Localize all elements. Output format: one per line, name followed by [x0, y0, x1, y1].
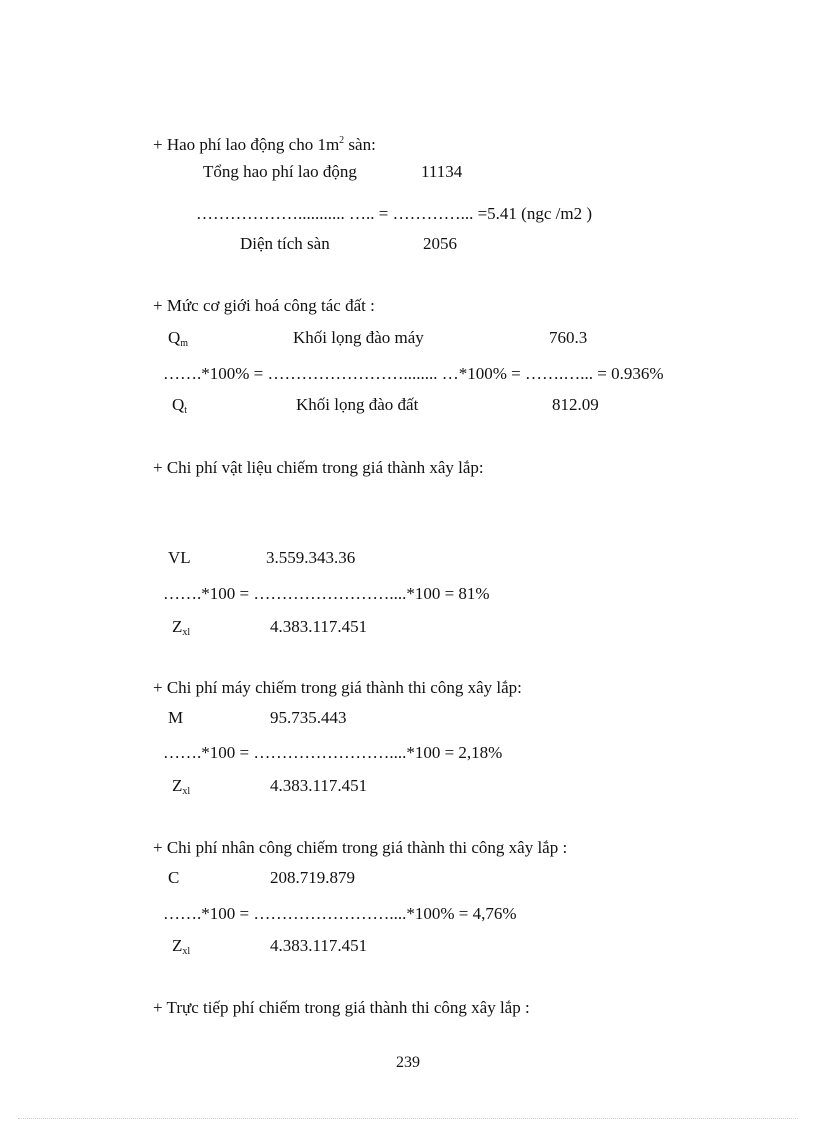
numerator-symbol: VL: [168, 548, 191, 567]
denominator-label: Khối lọng đào đất: [296, 395, 419, 414]
denominator-symbol: $Z_{xl}$: [172, 617, 191, 638]
equation-line: ………………........... ….. = …………... =5.41 (ngc /m2 ): [196, 204, 592, 223]
heading-text: + Hao phí lao động cho 1m: [153, 135, 340, 154]
equation-line: …….*100 = ……………………....*100% = 4,76%: [163, 904, 517, 923]
denominator-value: 4.383.117.451: [270, 776, 368, 795]
numerator-symbol: $Q_m$: [168, 328, 189, 349]
numerator-label: Tổng hao phí lao động: [203, 162, 357, 181]
numerator-value: 95.735.443: [270, 708, 347, 727]
denominator-label: Diện tích sàn: [240, 234, 330, 253]
denominator-value: 812.09: [552, 395, 599, 414]
numerator-label: Khối lọng đào máy: [293, 328, 424, 347]
denominator-symbol: $Q_t$: [172, 395, 188, 416]
section-heading-labor-cost: + Chi phí nhân công chiếm trong giá thành thi công xây lắp :: [153, 838, 568, 857]
numerator-value: 208.719.879: [270, 868, 355, 887]
numerator-symbol: M: [168, 708, 184, 727]
page-edge-divider: [18, 1118, 798, 1119]
numerator-value: 11134: [421, 162, 463, 181]
section-heading-machine-cost: + Chi phí máy chiếm trong giá thành thi công xây lắp:: [153, 678, 522, 697]
denominator-value: 4.383.117.451: [270, 936, 368, 955]
denominator-value: 2056: [423, 234, 457, 253]
denominator-value: 4.383.117.451: [270, 617, 368, 636]
numerator-value: 3.559.343.36: [266, 548, 356, 567]
numerator-value: 760.3: [549, 328, 588, 347]
denominator-symbol: $Z_{xl}$: [172, 936, 191, 957]
section-heading-direct-cost: + Trực tiếp phí chiếm trong giá thành thi công xây lắp :: [153, 998, 530, 1017]
section-heading-labor: [153, 131, 376, 155]
section-heading-mechanization: + Mức cơ giới hoá công tác đất :: [153, 296, 375, 315]
heading-text-end: sàn:: [344, 135, 376, 154]
equation-line: …….*100% = ……………………........ …*100% = …….…... = 0.936%: [163, 364, 664, 383]
equation-line: …….*100 = ……………………....*100 = 2,18%: [163, 743, 503, 762]
equation-line: …….*100 = ……………………....*100 = 81%: [163, 584, 490, 603]
page-number: 239: [396, 1054, 420, 1071]
numerator-symbol: C: [168, 868, 180, 887]
superscript: 2: [339, 135, 345, 146]
denominator-symbol: $Z_{xl}$: [172, 776, 191, 797]
section-heading-materials: + Chi phí vật liệu chiếm trong giá thành xây lắp:: [153, 458, 484, 477]
